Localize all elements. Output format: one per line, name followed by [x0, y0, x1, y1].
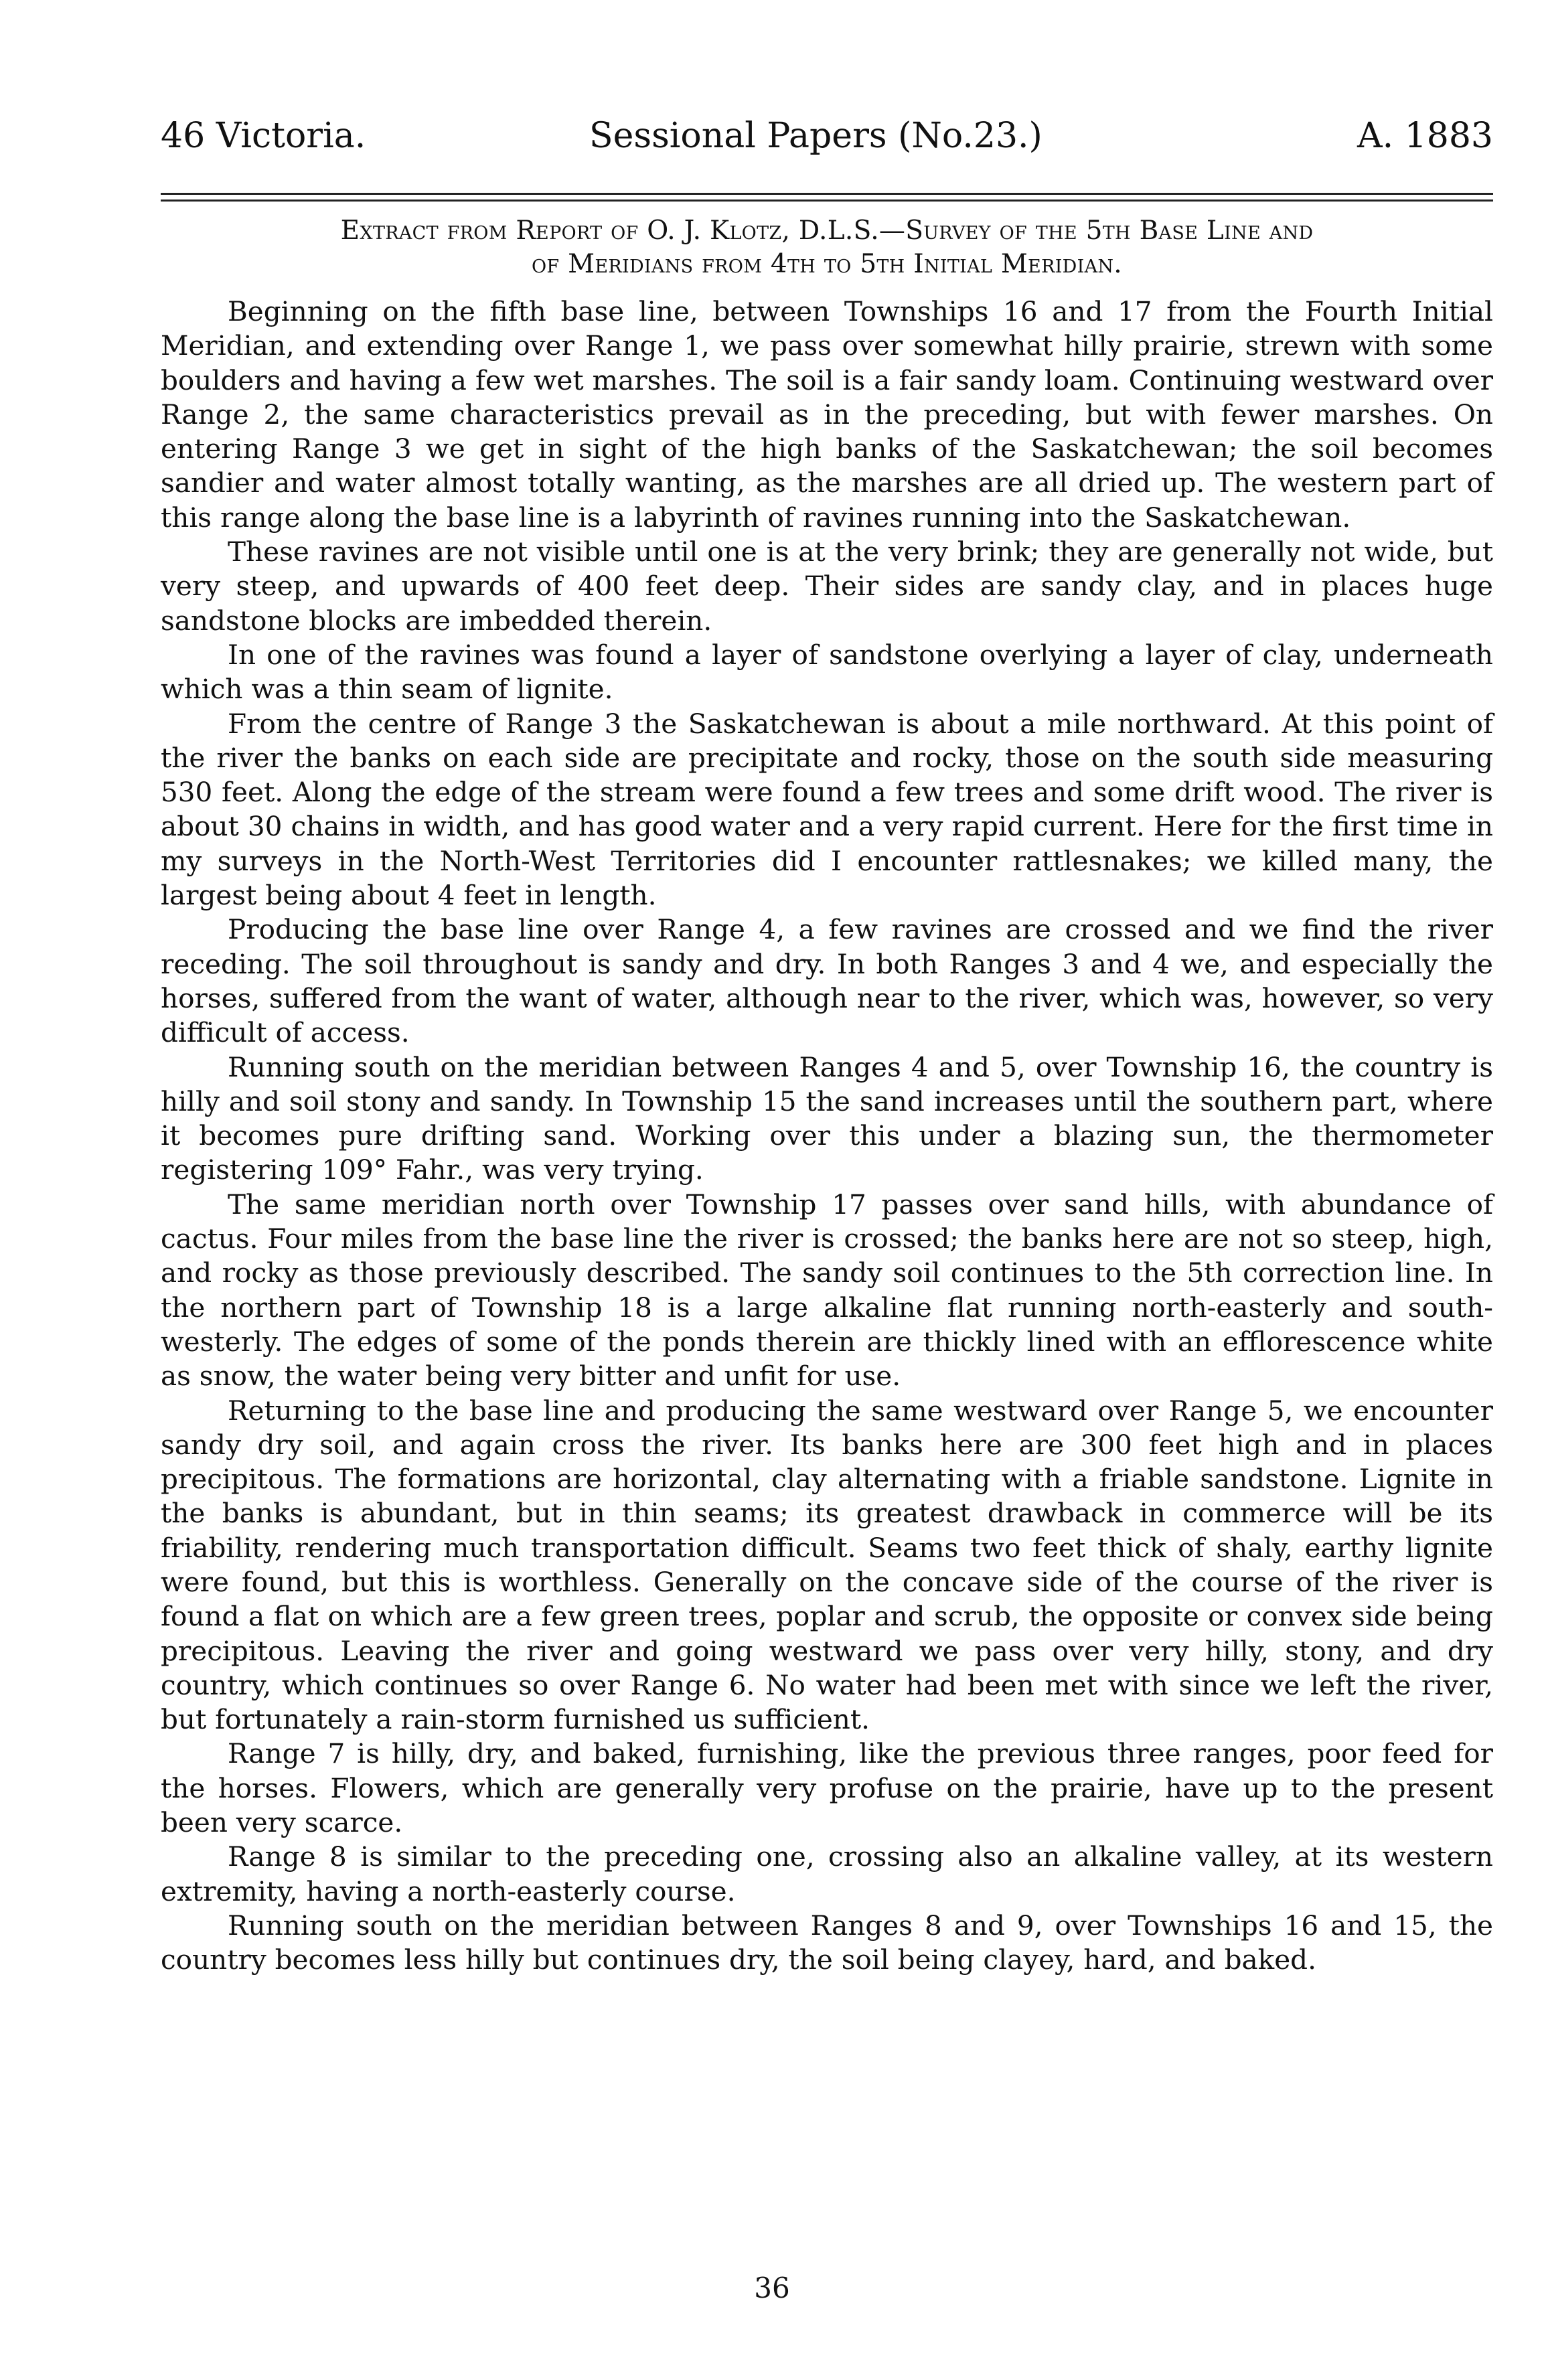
paragraph: Range 7 is hilly, dry, and baked, furnishing, like the previous three ranges, poor feed for the horses. Flowers, which are generally very profuse on the prairie, have up to the present been very scarce.: [161, 1737, 1493, 1839]
paragraph: Producing the base line over Range 4, a few ravines are crossed and we find the river receding. The soil throughout is sandy and dry. In both Ranges 3 and 4 we, and especially the horses, suffered from the want of water, although near to the river, which was, however, so very difficult of access.: [161, 913, 1493, 1049]
article-body: [161, 295, 1493, 1978]
article-title-line-2: of Meridians from 4th to 5th Initial Meridian.: [531, 249, 1122, 279]
paragraph: Range 8 is similar to the preceding one, crossing also an alkaline valley, at its western extremity, having a north-easterly course.: [161, 1840, 1493, 1907]
header-rule-bottom: [161, 200, 1493, 202]
paragraph: Beginning on the fifth base line, between Townships 16 and 17 from the Fourth Initial Meridian, and extending over Range 1, we pass over somewhat hilly prairie, strewn with some boulders and having a few wet marshes. The soil is a fair sandy loam. Continuing westward over Range 2, the same characteristics prevail as in the preceding, but with fewer marshes. On entering Range 3 we get in sight of the high banks of the Saskatchewan; the soil becomes sandier and water almost totally wanting, as the marshes are all dried up. The western part of this range along the base line is a labyrinth of ravines running into the Saskatchewan.: [161, 295, 1493, 534]
paragraph: Running south on the meridian between Ranges 8 and 9, over Townships 16 and 15, the country becomes less hilly but continues dry, the soil being clayey, hard, and baked.: [161, 1909, 1493, 1976]
paragraph: From the centre of Range 3 the Saskatchewan is about a mile northward. At this point of the river the banks on each side are precipitate and rocky, those on the south side measuring 530 feet. Along the edge of the stream were found a few trees and some drift wood. The river is about 30 chains in width, and has good water and a very rapid current. Here for the first time in my surveys in the North-West Territories did I encounter rattlesnakes; we killed many, the largest being about 4 feet in length.: [161, 707, 1493, 912]
paragraph: In one of the ravines was found a layer of sandstone overlying a layer of clay, underneath which was a thin seam of lignite.: [161, 638, 1493, 706]
header-rule-top: [161, 193, 1493, 195]
header-year: A. 1883: [1357, 116, 1493, 156]
header-sessional-papers: Sessional Papers (No.23.): [589, 116, 1043, 156]
article-title-line-1: Extract from Report of O. J. Klotz, D.L.S.—Survey of the 5th Base Line and: [340, 216, 1314, 246]
article-title: [161, 214, 1493, 281]
paragraph: Running south on the meridian between Ranges 4 and 5, over Township 16, the country is hilly and soil stony and sandy. In Township 15 the sand increases until the southern part, where it becomes pure drifting sand. Working over this under a blazing sun, the thermometer registering 109° Fahr., was very trying.: [161, 1050, 1493, 1186]
paragraph: Returning to the base line and producing the same westward over Range 5, we encounter sandy dry soil, and again cross the river. Its banks here are 300 feet high and in places precipitous. The formations are horizontal, clay alternating with a friable sandstone. Lignite in the banks is abundant, but in thin seams; its greatest drawback in commerce will be its friability, rendering much transportation difficult. Seams two feet thick of shaly, earthy lignite were found, but this is worthless. Generally on the concave side of the course of the river is found a flat on which are a few green trees, poplar and scrub, the opposite or convex side being precipitous. Leaving the river and going westward we pass over very hilly, stony, and dry country, which continues so over Range 6. No water had been met with since we left the river, but fortunately a rain-storm furnished us sufficient.: [161, 1394, 1493, 1736]
paragraph: The same meridian north over Township 17 passes over sand hills, with abundance of cactus. Four miles from the base line the river is crossed; the banks here are not so steep, high, and rocky as those previously described. The sandy soil continues to the 5th correction line. In the northern part of Township 18 is a large alkaline flat running north-easterly and south-westerly. The edges of some of the ponds therein are thickly lined with an efflorescence white as snow, the water being very bitter and unfit for use.: [161, 1188, 1493, 1393]
page-number: 36: [754, 2272, 790, 2304]
header-session: 46 Victoria.: [161, 116, 366, 156]
running-header: [161, 112, 1493, 159]
paragraph: These ravines are not visible until one is at the very brink; they are generally not wide, but very steep, and upwards of 400 feet deep. Their sides are sandy clay, and in places huge sandstone blocks are imbedded therein.: [161, 536, 1493, 637]
